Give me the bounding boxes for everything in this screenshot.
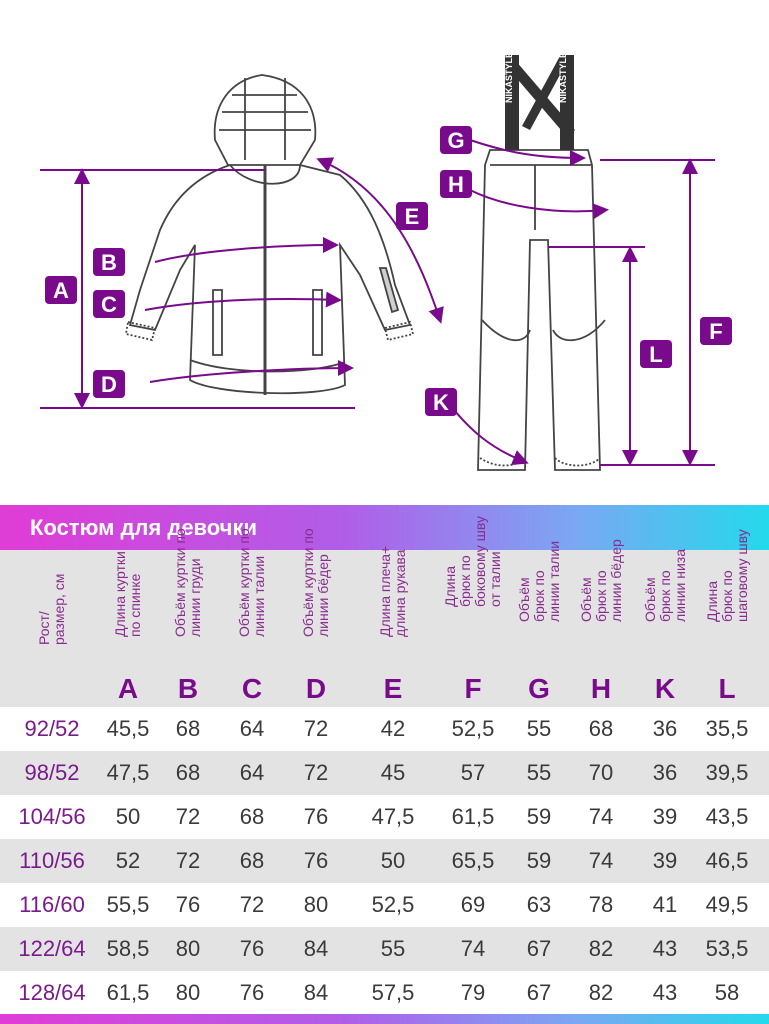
value-cell: 82	[588, 936, 614, 961]
table-row	[0, 795, 769, 839]
header-letter: C	[241, 673, 263, 704]
value-cell: 84	[303, 980, 329, 1005]
size-cell: 128/64	[18, 980, 86, 1005]
bottom-gradient-bar	[0, 1014, 769, 1024]
value-cell: 61,5	[451, 804, 495, 829]
value-cell: 68	[588, 716, 614, 741]
header-letter: F	[464, 673, 482, 704]
header-col	[508, 540, 570, 707]
table-row	[0, 927, 769, 971]
value-cell: 59	[526, 848, 552, 873]
label-A-text: A	[53, 278, 69, 303]
header-text: Объём брюк по линии низа	[641, 548, 688, 622]
value-cell: 61,5	[106, 980, 150, 1005]
header-text: Объём брюк по линии бёдер	[577, 539, 624, 622]
value-cell: 76	[239, 980, 265, 1005]
header-letter: G	[528, 673, 550, 704]
value-cell: 72	[303, 760, 329, 785]
value-cell: 36	[652, 716, 678, 741]
table-row	[0, 971, 769, 1015]
header-text: Длина брюк по шаговому шву	[703, 529, 750, 622]
value-cell: 57	[460, 760, 486, 785]
value-cell: 47,5	[371, 804, 415, 829]
label-K-text: K	[433, 390, 449, 415]
title-banner	[0, 505, 769, 550]
header-text: Рост/ размер, см	[36, 573, 67, 645]
header-col	[21, 550, 83, 707]
label-C-text: C	[101, 292, 117, 317]
header-text: Длина брюк по боковому шву от талии	[442, 516, 503, 607]
value-cell: 68	[239, 848, 265, 873]
header-text: Длина куртки по спинке	[112, 551, 143, 637]
label-B	[93, 248, 125, 276]
table-row	[0, 883, 769, 927]
value-cell: 78	[588, 892, 614, 917]
value-cell: 45,5	[106, 716, 150, 741]
value-cell: 43	[652, 980, 678, 1005]
value-cell: 74	[588, 804, 614, 829]
value-cell: 43,5	[705, 804, 749, 829]
value-cell: 72	[175, 804, 201, 829]
value-cell: 80	[303, 892, 329, 917]
value-cell: 50	[380, 848, 406, 873]
value-cell: 67	[526, 936, 552, 961]
header-letter: H	[590, 673, 612, 704]
value-cell: 39	[652, 804, 678, 829]
size-cell: 98/52	[24, 760, 80, 785]
label-G-text: G	[447, 128, 465, 153]
label-D	[93, 370, 125, 398]
label-A	[45, 276, 77, 304]
value-cell: 45	[380, 760, 406, 785]
label-L-text: L	[649, 342, 663, 367]
header-text: Длина плеча+ длина рукава	[377, 545, 408, 637]
value-cell: 39	[652, 848, 678, 873]
jacket-drawing	[126, 75, 413, 395]
value-cell: 58,5	[106, 936, 150, 961]
value-cell: 84	[303, 936, 329, 961]
value-cell: 35,5	[705, 716, 749, 741]
value-cell: 55,5	[106, 892, 150, 917]
suspender-straps	[504, 52, 575, 150]
value-cell: 80	[175, 980, 201, 1005]
value-cell: 41	[652, 892, 678, 917]
size-cell: 110/56	[19, 848, 85, 873]
size-cell: 104/56	[18, 804, 86, 829]
label-F-text: F	[709, 319, 723, 344]
value-cell: 74	[460, 936, 486, 961]
value-cell: 50	[115, 804, 141, 829]
size-diagram	[0, 0, 769, 500]
label-H-text: H	[448, 172, 464, 197]
value-cell: 52,5	[371, 892, 415, 917]
header-text: Объём куртки по линии груди	[172, 528, 203, 637]
table-row	[0, 707, 769, 751]
value-cell: 68	[175, 716, 201, 741]
header-letter: B	[177, 673, 199, 704]
header-text: Объём куртки по линии бёдер	[300, 528, 331, 637]
value-cell: 65,5	[451, 848, 495, 873]
label-D-text: D	[101, 372, 117, 397]
header-col	[97, 550, 159, 707]
label-H	[440, 170, 472, 198]
size-cell: 92/52	[24, 716, 80, 741]
table-title: Костюм для девочки	[30, 515, 257, 540]
value-cell: 68	[239, 804, 265, 829]
value-cell: 79	[460, 980, 486, 1005]
header-col	[442, 516, 504, 707]
value-cell: 55	[526, 716, 552, 741]
value-cell: 49,5	[705, 892, 749, 917]
value-cell: 64	[239, 760, 265, 785]
table-row	[0, 751, 769, 795]
label-F	[700, 317, 732, 345]
header-col	[570, 539, 632, 707]
header-col	[157, 528, 219, 707]
value-cell: 36	[652, 760, 678, 785]
header-letter: L	[718, 673, 736, 704]
value-cell: 57,5	[371, 980, 415, 1005]
value-cell: 52,5	[451, 716, 495, 741]
value-cell: 68	[175, 760, 201, 785]
pants-drawing	[478, 150, 605, 470]
value-cell: 47,5	[106, 760, 150, 785]
value-cell: 76	[175, 892, 201, 917]
label-B-text: B	[101, 250, 117, 275]
value-cell: 76	[239, 936, 265, 961]
header-text: Объём куртки по линии талии	[236, 528, 267, 637]
header-letter: A	[117, 673, 139, 704]
header-col	[362, 545, 424, 707]
value-cell: 63	[526, 892, 552, 917]
value-cell: 67	[526, 980, 552, 1005]
value-cell: 39,5	[705, 760, 749, 785]
value-cell: 80	[175, 936, 201, 961]
label-L	[640, 340, 672, 368]
value-cell: 76	[303, 804, 329, 829]
label-E	[396, 202, 428, 230]
size-cell: 116/60	[19, 892, 85, 917]
header-col	[696, 529, 758, 707]
strap-text-2: NIKASTYLE	[558, 51, 568, 103]
strap-text-1: NIKASTYLE	[504, 51, 514, 103]
label-E-text: E	[404, 204, 420, 229]
value-cell: 82	[588, 980, 614, 1005]
header-text: Объём брюк по линии талии	[515, 540, 562, 622]
header-col	[634, 550, 696, 707]
value-cell: 55	[526, 760, 552, 785]
header-col	[221, 528, 283, 707]
size-cell: 122/64	[18, 936, 86, 961]
value-cell: 42	[380, 716, 406, 741]
header-letter: K	[654, 673, 676, 704]
value-cell: 58	[714, 980, 740, 1005]
value-cell: 46,5	[705, 848, 749, 873]
measure-lines	[40, 140, 715, 465]
value-cell: 53,5	[705, 936, 749, 961]
value-cell: 64	[239, 716, 265, 741]
value-cell: 52	[115, 848, 141, 873]
value-cell: 72	[303, 716, 329, 741]
header-col	[285, 528, 347, 707]
header-letter: E	[383, 673, 403, 704]
value-cell: 72	[239, 892, 265, 917]
label-G	[440, 126, 472, 154]
header-letter: D	[305, 673, 327, 704]
value-cell: 55	[380, 936, 406, 961]
value-cell: 74	[588, 848, 614, 873]
value-cell: 76	[303, 848, 329, 873]
table-row	[0, 839, 769, 883]
value-cell: 69	[460, 892, 486, 917]
label-K	[425, 388, 457, 416]
value-cell: 72	[175, 848, 201, 873]
label-C	[93, 290, 125, 318]
value-cell: 70	[588, 760, 614, 785]
value-cell: 59	[526, 804, 552, 829]
value-cell: 43	[652, 936, 678, 961]
